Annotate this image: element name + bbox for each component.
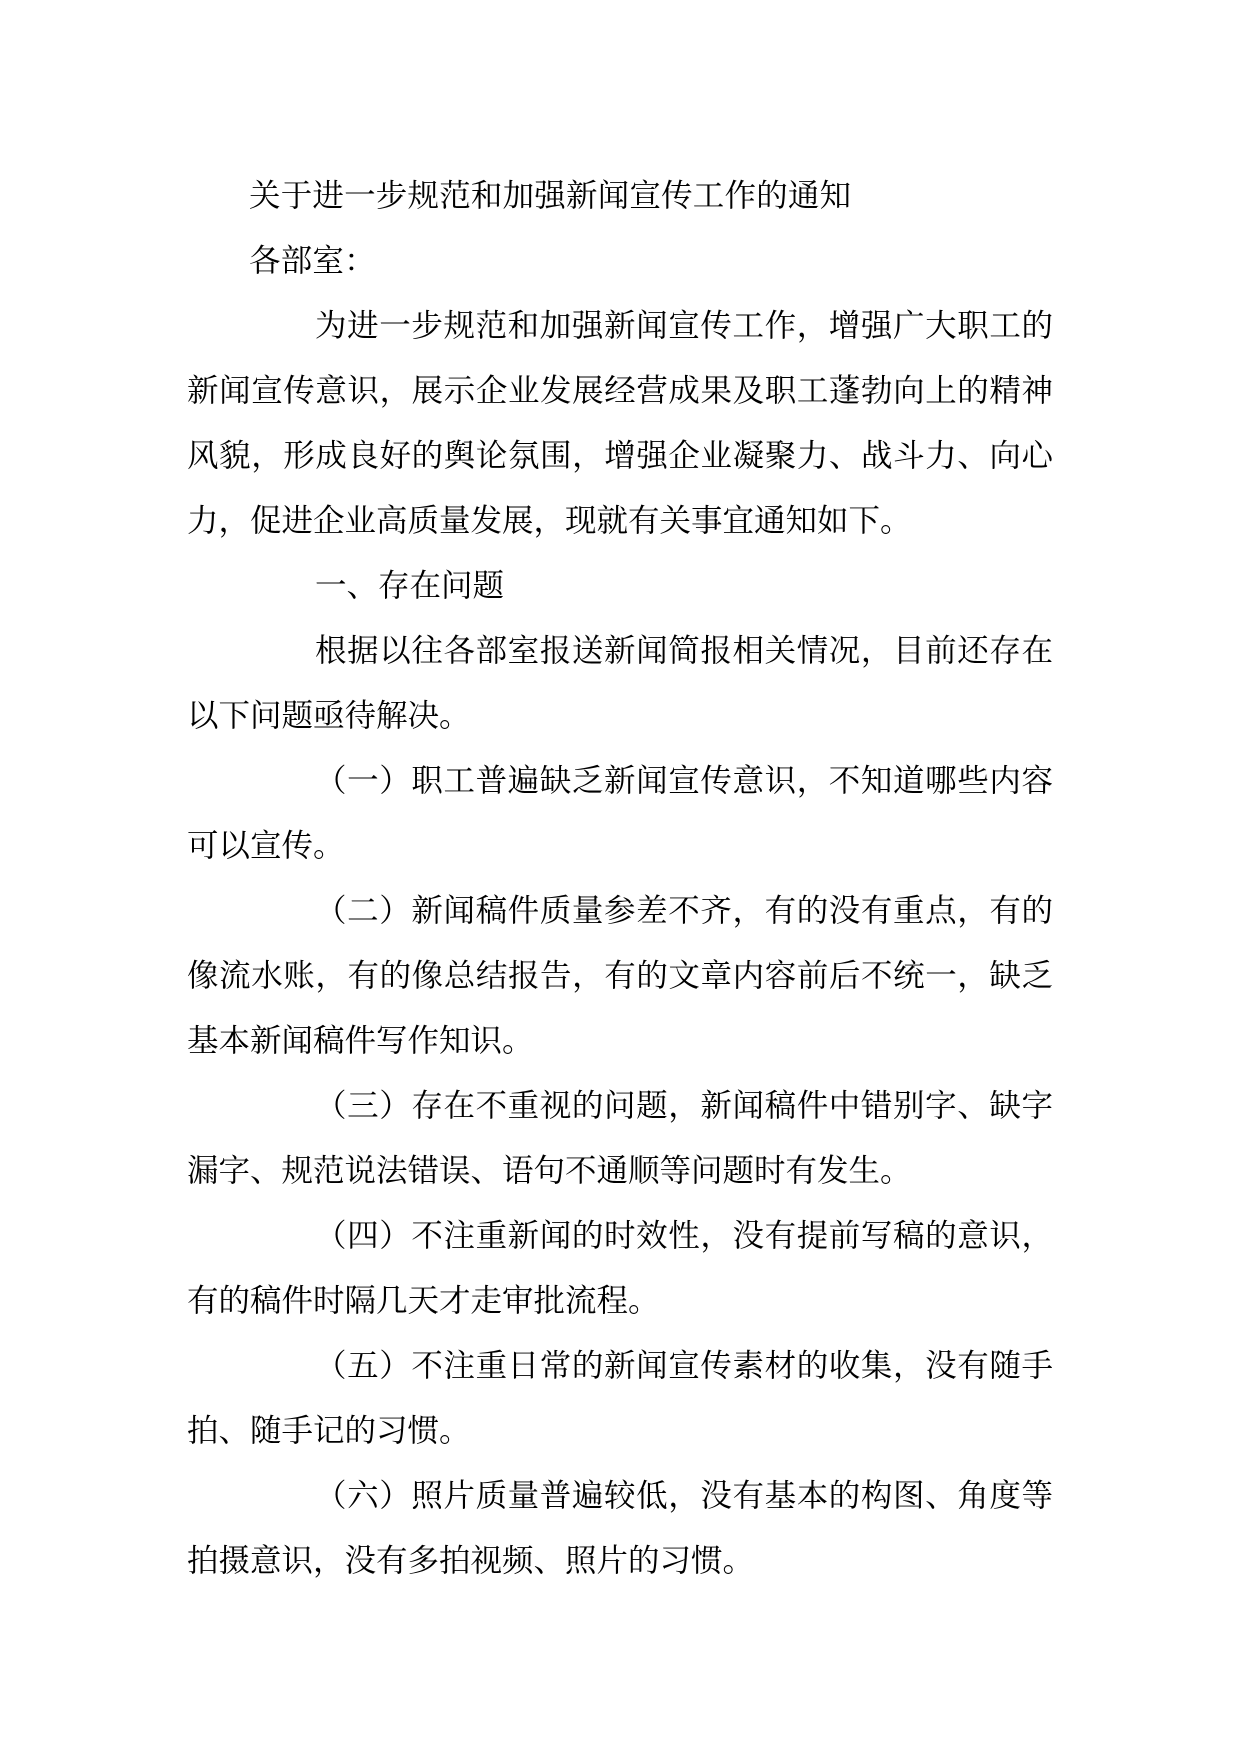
list-item-6: （六）照片质量普遍较低，没有基本的构图、角度等拍摄意识，没有多拍视频、照片的习惯。 [187,1478,1053,1579]
list-item-2: （二）新闻稿件质量参差不齐，有的没有重点，有的像流水账，有的像总结报告，有的文章内容前后不统一，缺乏基本新闻稿件写作知识。 [187,893,1053,1059]
list-item-4: （四）不注重新闻的时效性，没有提前写稿的意识，有的稿件时隔几天才走审批流程。 [187,1218,1053,1319]
document-body [187,164,1053,1594]
document-title: 关于进一步规范和加强新闻宣传工作的通知 [249,178,852,214]
list-item-5: （五）不注重日常的新闻宣传素材的收集，没有随手拍、随手记的习惯。 [187,1348,1053,1449]
section-heading: 一、存在问题 [315,568,505,604]
salutation: 各部室： [249,243,376,279]
section-intro-paragraph: 根据以往各部室报送新闻简报相关情况，目前还存在以下问题亟待解决。 [187,633,1053,734]
list-item-3: （三）存在不重视的问题，新闻稿件中错别字、缺字漏字、规范说法错误、语句不通顺等问题时有发生。 [187,1088,1053,1189]
list-item-1: （一）职工普遍缺乏新闻宣传意识，不知道哪些内容可以宣传。 [187,763,1053,864]
intro-paragraph: 为进一步规范和加强新闻宣传工作，增强广大职工的新闻宣传意识，展示企业发展经营成果及职工蓬勃向上的精神风貌，形成良好的舆论氛围，增强企业凝聚力、战斗力、向心力，促进企业高质量发展，现就有关事宜通知如下。 [187,308,1053,539]
